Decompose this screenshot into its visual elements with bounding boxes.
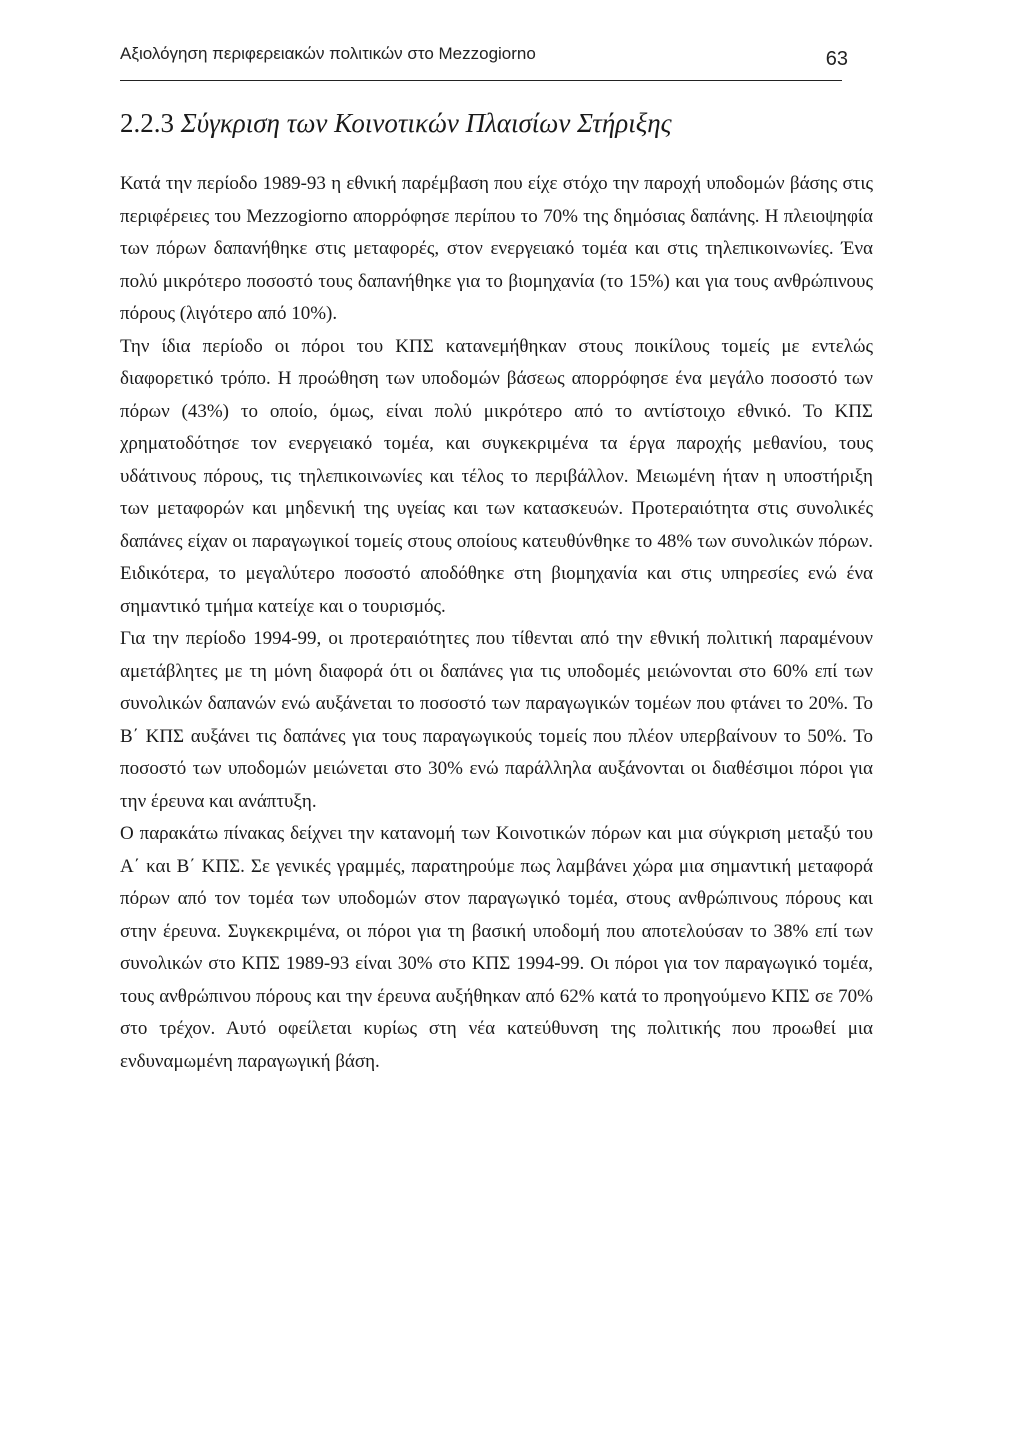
running-header bbox=[120, 40, 848, 81]
page-number: 63 bbox=[825, 48, 848, 70]
section-heading bbox=[120, 108, 880, 139]
paragraph-3: Για την περίοδο 1994-99, οι προτεραιότητες που τίθενται από την εθνική πολιτική παραμένουν αμετάβλητες με τη μόνη διαφορά ότι οι δαπάνες για τις υποδομές μειώνονται στο 60% επί των συνολικών δαπανών ενώ αυξάνεται το ποσοστό των παραγωγικών τομέων που φτάνει το 20%. Το Β΄ ΚΠΣ αυξάνει τις δαπάνες για τους παραγωγικούς τομείς που πλέον υπερβαίνουν το 50%. Το ποσοστό των υποδομών μειώνεται στο 30% ενώ παράλληλα αυξάνονται οι διαθέσιμοι πόροι για την έρευνα και ανάπτυξη. bbox=[120, 628, 873, 812]
body-text bbox=[120, 168, 873, 1078]
section-number: 2.2.3 bbox=[120, 108, 174, 138]
paragraph-2: Την ίδια περίοδο οι πόροι του ΚΠΣ κατανεμήθηκαν στους ποικίλους τομείς με εντελώς διαφορετικό τρόπο. Η προώθηση των υποδομών βάσεως απορρόφησε ένα μεγάλο ποσοστό των πόρων (43%) το οποίο, όμως, είναι πολύ μικρότερο από το αντίστοιχο εθνικό. Το ΚΠΣ χρηματοδότησε τον ενεργειακό τομέα, και συγκεκριμένα τα έργα παροχής μεθανίου, τους υδάτινους πόρους, τις τηλεπικοινωνίες και τέλος το περιβάλλον. Μειωμένη ήταν η υποστήριξη των μεταφορών και μηδενική της υγείας και των κατασκευών. Προτεραιότητα στις συνολικές δαπάνες είχαν οι παραγωγικοί τομείς στους οποίους κατευθύνθηκε το 48% των συνολικών πόρων. Ειδικότερα, το μεγαλύτερο ποσοστό αποδόθηκε στη βιομηχανία και στις υπηρεσίες ενώ ένα σημαντικό τμήμα κατείχε και ο τουρισμός. bbox=[120, 335, 873, 617]
paragraph-1: Κατά την περίοδο 1989-93 η εθνική παρέμβαση που είχε στόχο την παροχή υποδομών βάσης στις περιφέρειες του Mezzogiorno απορρόφησε περίπου το 70% της δημόσιας δαπάνης. Η πλειοψηφία των πόρων δαπανήθηκε στις μεταφορές, στον ενεργειακό τομέα και στις τηλεπικοινωνίες. Ένα πολύ μικρότερο ποσοστό τους δαπανήθηκε για το βιομηχανία (το 15%) και για τους ανθρώπινους πόρους (λιγότερο από 10%). bbox=[120, 173, 873, 324]
header-title: Αξιολόγηση περιφερειακών πολιτικών στο Mezzogiorno bbox=[120, 44, 536, 63]
paragraph-4: Ο παρακάτω πίνακας δείχνει την κατανομή των Κοινοτικών πόρων και μια σύγκριση μεταξύ του Α΄ και Β΄ ΚΠΣ. Σε γενικές γραμμές, παρατηρούμε πως λαμβάνει χώρα μια σημαντική μεταφορά πόρων από τον τομέα των υποδομών στον παραγωγικό τομέα, στους ανθρώπινους πόρους και στην έρευνα. Συγκεκριμένα, οι πόροι για τη βασική υποδομή που αποτελούσαν το 38% επί των συνολικών στο ΚΠΣ 1989-93 είναι 30% στο ΚΠΣ 1994-99. Οι πόροι για τον παραγωγικό τομέα, τους ανθρώπινου πόρους και την έρευνα αυξήθηκαν από 62% κατά το προηγούμενο ΚΠΣ σε 70% στο τρέχον. Αυτό οφείλεται κυρίως στη νέα κατεύθυνση της πολιτικής που προωθεί μια ενδυναμωμένη παραγωγική βάση. bbox=[120, 823, 873, 1072]
section-title: Σύγκριση των Κοινοτικών Πλαισίων Στήριξης bbox=[180, 108, 672, 138]
